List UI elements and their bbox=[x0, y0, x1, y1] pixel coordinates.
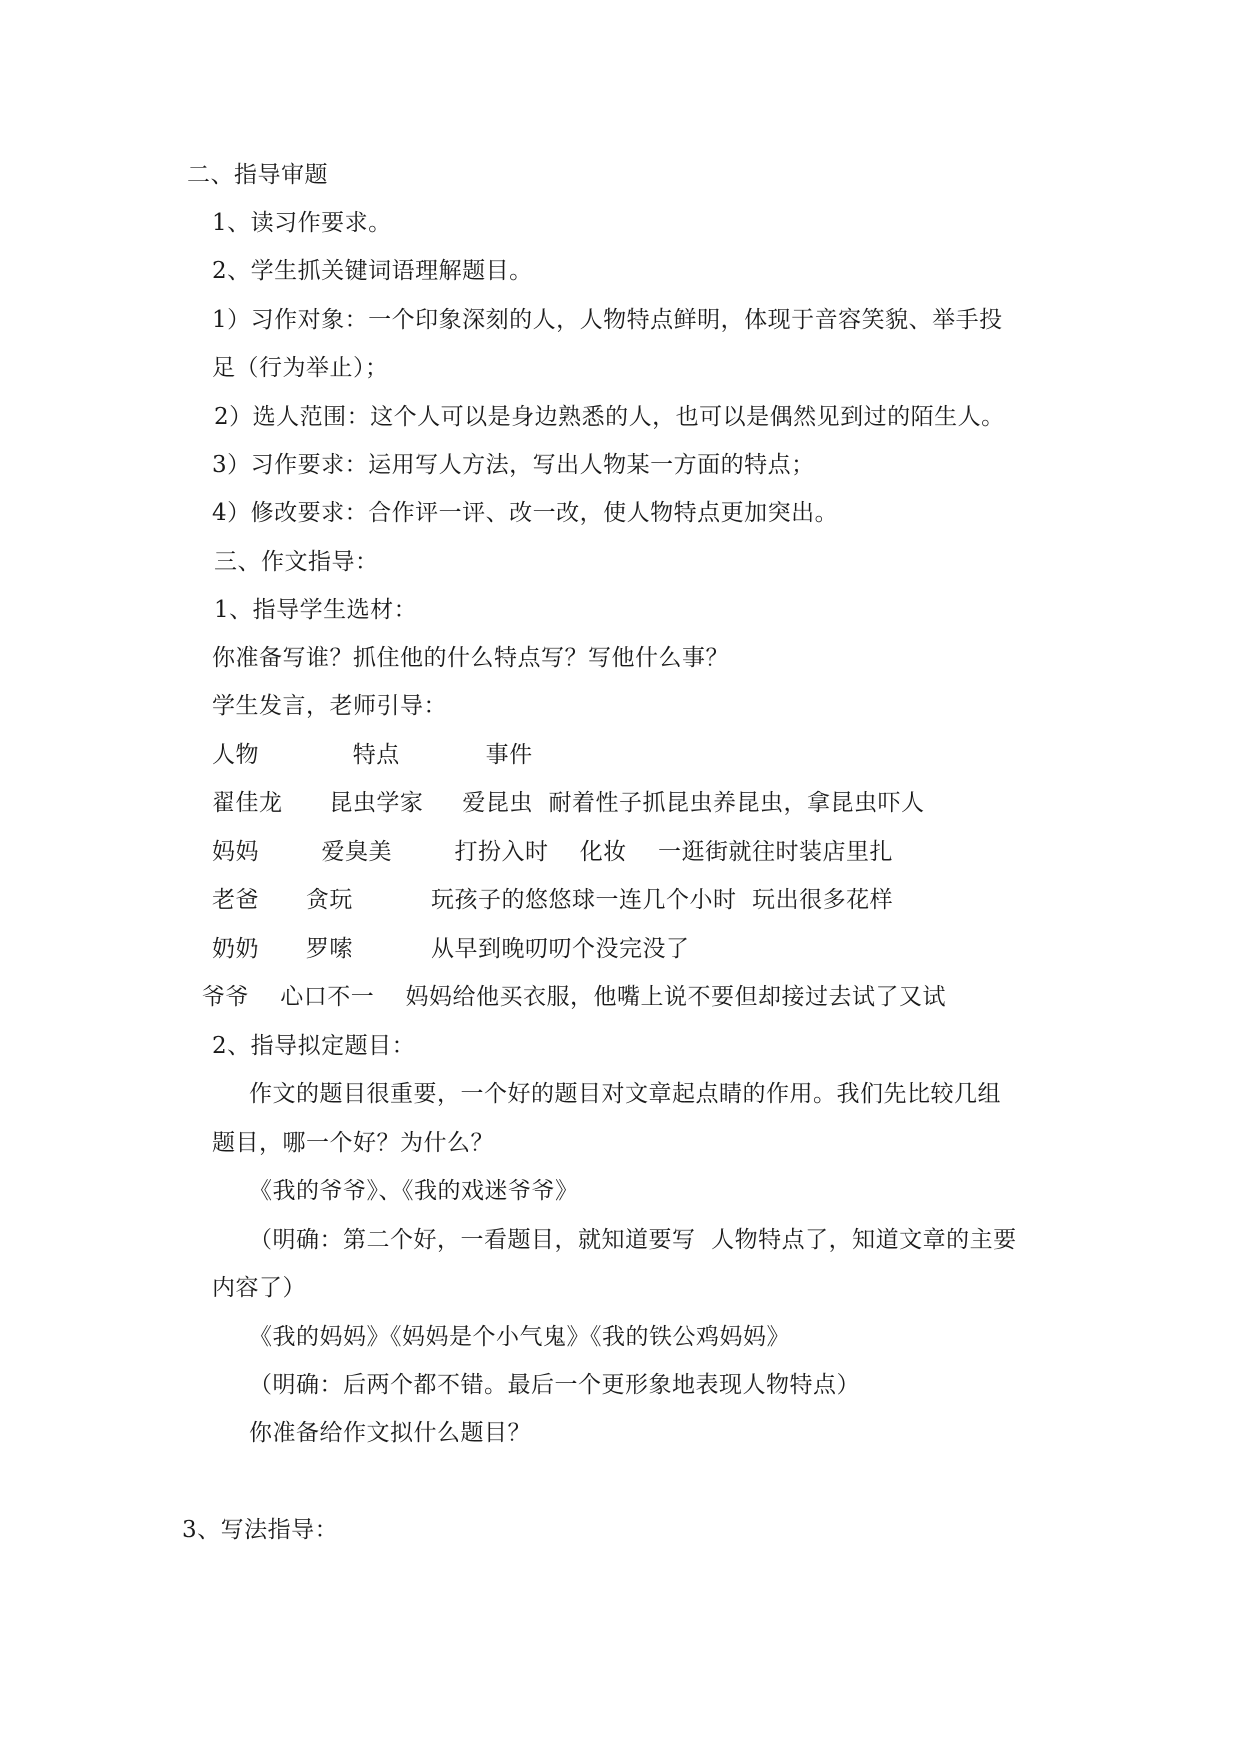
step-keywords: 2、学生抓关键词语理解题目。 bbox=[212, 258, 533, 284]
item-writing-requirement: 3）习作要求：运用写人方法，写出人物某一方面的特点； bbox=[212, 452, 815, 478]
item-writing-object-cont: 足（行为举止）； bbox=[212, 355, 389, 381]
question-title: 你准备给作文拟什么题目？ bbox=[249, 1420, 531, 1446]
question-line: 你准备写谁？抓住他的什么特点写？写他什么事？ bbox=[212, 645, 729, 671]
paragraph-title-importance-cont: 题目，哪一个好？为什么？ bbox=[212, 1130, 494, 1156]
student-speak-line: 学生发言，老师引导： bbox=[212, 693, 447, 719]
table-row: 爷爷 心口不一 妈妈给他买衣服，他嘴上说不要但却接过去试了又试 bbox=[202, 984, 946, 1010]
table-row: 奶奶 罗嗦 从早到晚叨叨个没完没了 bbox=[212, 936, 690, 962]
item-person-scope: 2）选人范围：这个人可以是身边熟悉的人，也可以是偶然见到过的陌生人。 bbox=[214, 404, 1005, 430]
step-select-material: 1、指导学生选材： bbox=[214, 597, 418, 623]
heading-section-3: 三、作文指导： bbox=[214, 549, 379, 575]
explanation-1: （明确：第二个好，一看题目，就知道要写 人物特点了，知道文章的主要 bbox=[249, 1227, 1017, 1253]
step-draft-title: 2、指导拟定题目： bbox=[212, 1033, 416, 1059]
table-row: 翟佳龙 昆虫学家 爱昆虫 耐着性子抓昆虫养昆虫，拿昆虫吓人 bbox=[212, 790, 925, 816]
table-header-row: 人物 特点 事件 bbox=[212, 742, 533, 768]
table-row: 老爸 贪玩 玩孩子的悠悠球一连几个小时 玩出很多花样 bbox=[212, 887, 894, 913]
item-revision-requirement: 4）修改要求：合作评一评、改一改，使人物特点更加突出。 bbox=[212, 500, 839, 526]
explanation-1-cont: 内容了） bbox=[212, 1275, 306, 1301]
step-writing-method: 3、写法指导： bbox=[182, 1517, 339, 1543]
table-row: 妈妈 爱臭美 打扮入时 化妆 一逛街就往时装店里扎 bbox=[212, 839, 893, 865]
example-titles-1: 《我的爷爷》、《我的戏迷爷爷》 bbox=[249, 1178, 579, 1204]
heading-section-2: 二、指导审题 bbox=[187, 162, 328, 188]
item-writing-object: 1）习作对象：一个印象深刻的人，人物特点鲜明，体现于音容笑貌、举手投 bbox=[212, 307, 1003, 333]
step-read-requirements: 1、读习作要求。 bbox=[212, 210, 392, 236]
paragraph-title-importance: 作文的题目很重要，一个好的题目对文章起点睛的作用。我们先比较几组 bbox=[249, 1081, 1001, 1107]
example-titles-2: 《我的妈妈》《妈妈是个小气鬼》《我的铁公鸡妈妈》 bbox=[249, 1324, 790, 1350]
explanation-2: （明确：后两个都不错。最后一个更形象地表现人物特点） bbox=[249, 1372, 860, 1398]
